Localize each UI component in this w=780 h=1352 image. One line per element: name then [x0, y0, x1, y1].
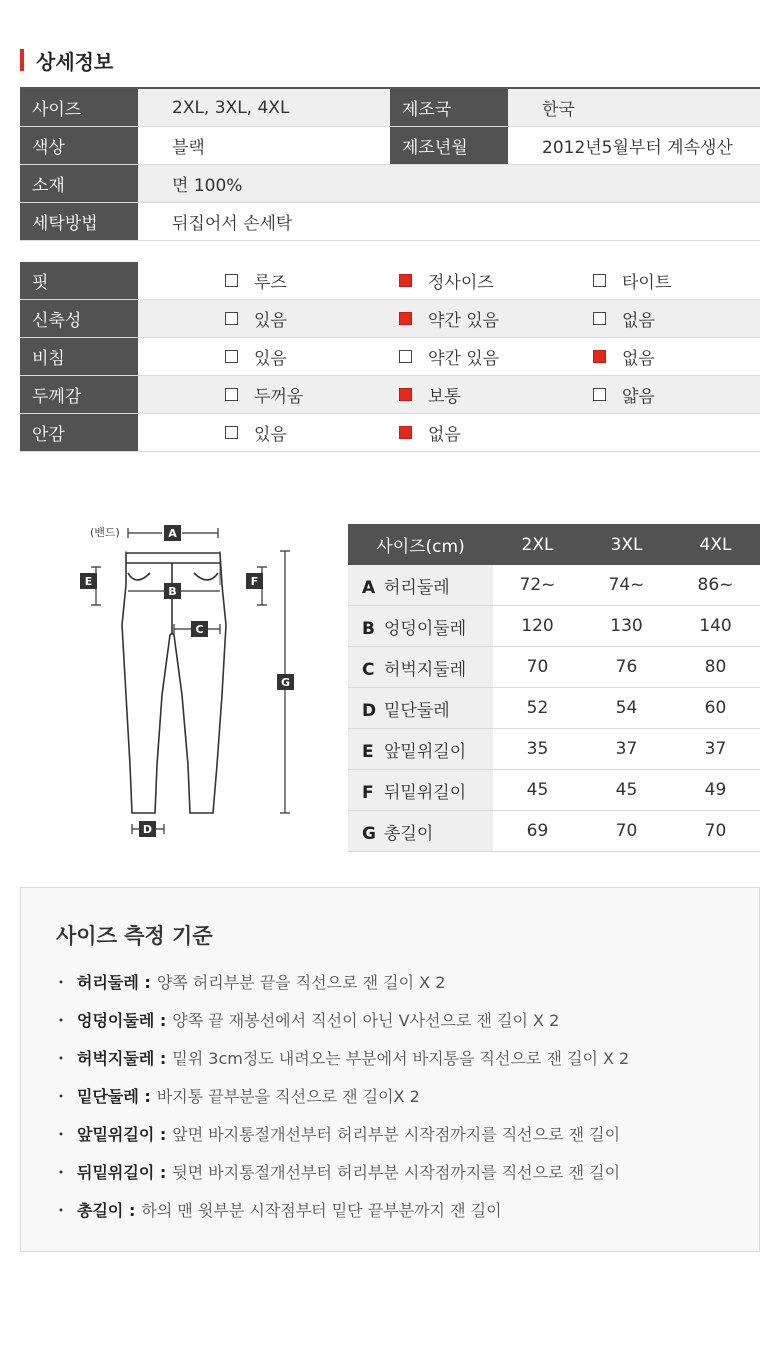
- size-row: [348, 770, 760, 811]
- info-label: 제조국: [390, 88, 508, 127]
- checkbox-empty: [225, 388, 238, 401]
- size-measure: [348, 647, 493, 688]
- criteria-desc: 양쪽 허리부분 끝을 직선으로 잰 길이 X 2: [156, 972, 446, 992]
- size-value: 45: [582, 770, 671, 811]
- info-table: [20, 87, 760, 241]
- checkbox-empty: [593, 388, 606, 401]
- criteria-key: 총길이 :: [77, 1200, 136, 1220]
- size-criteria-box: [20, 887, 760, 1252]
- info-value: 면 100%: [138, 165, 760, 203]
- size-measure: [348, 770, 493, 811]
- size-measure: [348, 606, 493, 647]
- fit-option-cell: [593, 300, 760, 338]
- fit-option: [593, 382, 760, 407]
- fit-option-label: 두꺼움: [254, 387, 304, 407]
- checkbox-empty: [225, 274, 238, 287]
- fit-label: 두께감: [20, 376, 138, 414]
- info-label: 세탁방법: [20, 203, 138, 241]
- fit-option: [225, 268, 399, 293]
- size-key: C: [362, 659, 375, 680]
- marker-c: C: [195, 623, 204, 636]
- criteria-desc: 바지통 끝부분을 직선으로 잰 길이X 2: [156, 1086, 420, 1106]
- fit-option: [399, 344, 593, 369]
- marker-a: A: [168, 527, 177, 540]
- checkbox-empty: [593, 312, 606, 325]
- info-label: 소재: [20, 165, 138, 203]
- size-value: 70: [582, 811, 671, 852]
- fit-option-label: 타이트: [622, 273, 672, 293]
- info-label: 제조년월: [390, 127, 508, 165]
- size-value: 140: [671, 606, 760, 647]
- fit-option-label: 루즈: [254, 273, 287, 293]
- size-key: F: [362, 782, 374, 803]
- accent-bar: [20, 49, 24, 71]
- info-value: 블랙: [138, 127, 390, 165]
- fit-option-label: 약간 있음: [428, 311, 500, 331]
- size-value: 45: [493, 770, 582, 811]
- size-measure-name: 뒤밑위길이: [384, 782, 467, 803]
- fit-option-cell: [399, 376, 593, 414]
- fit-option-cell: [593, 414, 760, 452]
- size-value: 86~: [671, 565, 760, 606]
- fit-option-label: 없음: [622, 311, 655, 331]
- bullet: ・: [53, 1200, 70, 1220]
- criteria-item: [53, 1190, 629, 1228]
- fit-option-label: 정사이즈: [428, 273, 494, 293]
- fit-spacer: [138, 376, 225, 414]
- size-measure-name: 허벅지둘레: [384, 659, 467, 680]
- fit-option-cell: [225, 376, 399, 414]
- size-key: E: [362, 741, 374, 762]
- fit-label: 안감: [20, 414, 138, 452]
- fit-spacer: [138, 300, 225, 338]
- fit-option-cell: [399, 300, 593, 338]
- pants-diagram: [70, 515, 310, 845]
- size-value: 69: [493, 811, 582, 852]
- size-header-label: 사이즈(cm): [348, 524, 493, 565]
- fit-option-cell: [225, 414, 399, 452]
- size-key: D: [362, 700, 377, 721]
- size-measure: [348, 565, 493, 606]
- fit-option-label: 있음: [254, 425, 287, 445]
- band-label: (밴드): [90, 526, 120, 539]
- fit-option: [225, 420, 399, 445]
- size-key: B: [362, 618, 375, 639]
- size-measure-name: 엉덩이둘레: [384, 618, 467, 639]
- criteria-item: [53, 962, 629, 1000]
- fit-option: [399, 306, 593, 331]
- pocket-left: [128, 573, 150, 580]
- fit-row: [20, 338, 760, 376]
- bullet: ・: [53, 1162, 70, 1182]
- size-value: 54: [582, 688, 671, 729]
- criteria-desc: 앞면 바지통절개선부터 허리부분 시작점까지를 직선으로 잰 길이: [172, 1124, 621, 1144]
- info-value: 뒤집어서 손세탁: [138, 203, 760, 241]
- fit-option-cell: [225, 262, 399, 300]
- criteria-item: [53, 1152, 629, 1190]
- fit-option-cell: [399, 262, 593, 300]
- bullet: ・: [53, 1010, 70, 1030]
- size-header-2xl: 2XL: [493, 524, 582, 565]
- size-table: [348, 524, 760, 852]
- criteria-item: [53, 1076, 629, 1114]
- fit-option-label: 보통: [428, 387, 461, 407]
- criteria-key: 뒤밑위길이 :: [77, 1162, 167, 1182]
- size-key: G: [362, 823, 376, 844]
- checkbox-checked: [399, 388, 412, 401]
- checkbox-checked: [593, 350, 606, 363]
- bullet: ・: [53, 972, 70, 992]
- size-row: [348, 647, 760, 688]
- size-header-4xl: 4XL: [671, 524, 760, 565]
- fit-row: [20, 414, 760, 452]
- fit-option: [399, 268, 593, 293]
- fit-spacer: [138, 262, 225, 300]
- criteria-key: 허리둘레 :: [77, 972, 151, 992]
- info-value: 2012년5월부터 계속생산: [508, 127, 760, 165]
- info-label: 색상: [20, 127, 138, 165]
- size-value: 80: [671, 647, 760, 688]
- info-value: 한국: [508, 88, 760, 127]
- fit-option-label: 얇음: [622, 387, 655, 407]
- size-row: [348, 811, 760, 852]
- size-row: [348, 688, 760, 729]
- fit-option-label: 있음: [254, 311, 287, 331]
- size-value: 74~: [582, 565, 671, 606]
- size-value: 76: [582, 647, 671, 688]
- fit-option-cell: [399, 414, 593, 452]
- section-title: [20, 46, 113, 74]
- fit-label: 비침: [20, 338, 138, 376]
- size-measure: [348, 729, 493, 770]
- bullet: ・: [53, 1086, 70, 1106]
- fit-option-cell: [225, 338, 399, 376]
- marker-d: D: [142, 823, 153, 836]
- fit-row: [20, 300, 760, 338]
- criteria-list: [53, 962, 629, 1228]
- criteria-item: [53, 1114, 629, 1152]
- size-key: A: [362, 577, 376, 598]
- criteria-desc: 양쪽 끝 재봉선에서 직선이 아닌 V사선으로 잰 길이 X 2: [172, 1010, 560, 1030]
- fit-spacer: [138, 338, 225, 376]
- fit-row: [20, 376, 760, 414]
- criteria-key: 앞밑위길이 :: [77, 1124, 167, 1144]
- size-measure-name: 앞밑위길이: [384, 741, 467, 762]
- size-row: [348, 729, 760, 770]
- criteria-title: 사이즈 측정 기준: [56, 924, 213, 948]
- size-value: 70: [493, 647, 582, 688]
- fit-option: [225, 344, 399, 369]
- fit-table: [20, 262, 760, 452]
- size-measure: [348, 811, 493, 852]
- size-value: 37: [582, 729, 671, 770]
- size-measure-name: 밑단둘레: [384, 700, 450, 721]
- size-header-row: [348, 524, 760, 565]
- size-value: 130: [582, 606, 671, 647]
- criteria-desc: 하의 맨 윗부분 시작점부터 밑단 끝부분까지 잰 길이: [141, 1200, 502, 1220]
- criteria-key: 엉덩이둘레 :: [77, 1010, 167, 1030]
- size-value: 35: [493, 729, 582, 770]
- fit-option: [399, 382, 593, 407]
- fit-option: [593, 344, 760, 369]
- fit-label: 신축성: [20, 300, 138, 338]
- info-row: [20, 203, 760, 241]
- criteria-key: 허벅지둘레 :: [77, 1048, 167, 1068]
- fit-spacer: [138, 414, 225, 452]
- fit-option: [225, 382, 399, 407]
- criteria-item: [53, 1000, 629, 1038]
- fit-option-cell: [593, 338, 760, 376]
- fit-label: 핏: [20, 262, 138, 300]
- size-row: [348, 565, 760, 606]
- fit-option-cell: [593, 376, 760, 414]
- marker-f: F: [250, 575, 259, 588]
- bullet: ・: [53, 1048, 70, 1068]
- size-value: 72~: [493, 565, 582, 606]
- checkbox-checked: [399, 426, 412, 439]
- marker-g: G: [280, 676, 291, 689]
- bullet: ・: [53, 1124, 70, 1144]
- checkbox-empty: [225, 350, 238, 363]
- criteria-item: [53, 1038, 629, 1076]
- fit-option-label: 없음: [622, 349, 655, 369]
- size-header-3xl: 3XL: [582, 524, 671, 565]
- size-value: 120: [493, 606, 582, 647]
- fit-option: [399, 420, 593, 445]
- fit-option: [593, 268, 760, 293]
- size-measure-name: 허리둘레: [384, 577, 450, 598]
- checkbox-empty: [225, 426, 238, 439]
- criteria-desc: 밑위 3cm정도 내려오는 부분에서 바지통을 직선으로 잰 길이 X 2: [172, 1048, 630, 1068]
- marker-b: B: [168, 585, 177, 598]
- size-measure-name: 총길이: [384, 823, 434, 844]
- fit-option-label: 약간 있음: [428, 349, 500, 369]
- info-value: 2XL, 3XL, 4XL: [138, 88, 390, 127]
- info-row: [20, 88, 760, 127]
- checkbox-empty: [225, 312, 238, 325]
- fit-option-cell: [225, 300, 399, 338]
- fit-option-cell: [593, 262, 760, 300]
- pocket-right: [194, 573, 218, 580]
- size-value: 52: [493, 688, 582, 729]
- criteria-desc: 뒷면 바지통절개선부터 허리부분 시작점까지를 직선으로 잰 길이: [172, 1162, 621, 1182]
- size-value: 37: [671, 729, 760, 770]
- marker-e: E: [84, 575, 93, 588]
- fit-option: [593, 306, 760, 331]
- fit-option-label: 있음: [254, 349, 287, 369]
- section-title-text: 상세정보: [36, 49, 114, 74]
- fit-option: [225, 306, 399, 331]
- fit-option-cell: [399, 338, 593, 376]
- checkbox-checked: [399, 312, 412, 325]
- info-label: 사이즈: [20, 88, 138, 127]
- checkbox-empty: [399, 350, 412, 363]
- size-measure: [348, 688, 493, 729]
- fit-row: [20, 262, 760, 300]
- info-row: [20, 127, 760, 165]
- size-value: 60: [671, 688, 760, 729]
- fit-option-label: 없음: [428, 425, 461, 445]
- info-row: [20, 165, 760, 203]
- criteria-key: 밑단둘레 :: [77, 1086, 151, 1106]
- size-value: 70: [671, 811, 760, 852]
- size-value: 49: [671, 770, 760, 811]
- checkbox-empty: [593, 274, 606, 287]
- size-row: [348, 606, 760, 647]
- checkbox-checked: [399, 274, 412, 287]
